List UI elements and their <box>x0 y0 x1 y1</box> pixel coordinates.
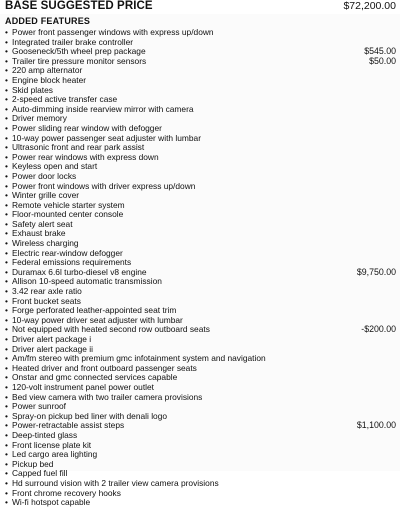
bullet-icon: • <box>5 94 8 105</box>
feature-name: Hd surround vision with 2 trailer view camera provisions <box>12 477 219 488</box>
bullet-icon: • <box>5 74 8 85</box>
feature-name: 10-way power passenger seat adjuster with lumbar <box>12 132 201 143</box>
bullet-icon: • <box>5 449 8 460</box>
feature-item <box>0 479 400 489</box>
feature-item <box>0 450 400 460</box>
feature-name: 3.42 rear axle ratio <box>12 286 82 297</box>
feature-name: Safety alert seat <box>12 218 73 229</box>
bullet-icon: • <box>5 257 8 268</box>
bullet-icon: • <box>5 247 8 258</box>
base-price-row <box>0 0 400 14</box>
feature-name: Auto-dimming inside rearview mirror with camera <box>12 103 194 114</box>
bullet-icon: • <box>5 46 8 57</box>
feature-name: Capped fuel fill <box>12 468 68 479</box>
bullet-icon: • <box>5 276 8 287</box>
feature-price: -$200.00 <box>361 324 396 335</box>
feature-item <box>0 489 400 499</box>
base-price-value: $72,200.00 <box>343 0 396 12</box>
feature-name: Driver memory <box>12 113 67 124</box>
feature-name: Power front windows with driver express up/down <box>12 180 196 191</box>
added-features-heading: ADDED FEATURES <box>5 16 91 26</box>
feature-name: Floor-mounted center console <box>12 209 124 220</box>
bullet-icon: • <box>5 458 8 469</box>
feature-name: Front chrome recovery hooks <box>12 487 121 498</box>
feature-price: $50.00 <box>369 55 396 66</box>
feature-item <box>0 498 400 508</box>
feature-name: Ultrasonic front and rear park assist <box>12 142 145 153</box>
feature-name: Duramax 6.6l turbo-diesel v8 engine <box>12 266 147 277</box>
bullet-icon: • <box>5 477 8 488</box>
bullet-icon: • <box>5 391 8 402</box>
bullet-icon: • <box>5 238 8 249</box>
feature-name: Am/fm stereo with premium gmc infotainment system and navigation <box>12 353 266 364</box>
bullet-icon: • <box>5 132 8 143</box>
bullet-icon: • <box>5 401 8 412</box>
feature-name: Power door locks <box>12 170 77 181</box>
feature-name: Forge perforated leather-appointed seat trim <box>12 305 177 316</box>
feature-price: $545.00 <box>364 46 396 57</box>
feature-name: Electric rear-window defogger <box>12 247 123 258</box>
bullet-icon: • <box>5 27 8 37</box>
feature-name: Pickup bed <box>12 458 54 469</box>
feature-name: Gooseneck/5th wheel prep package <box>12 46 146 57</box>
bullet-icon: • <box>5 142 8 153</box>
bullet-icon: • <box>5 286 8 297</box>
bullet-icon: • <box>5 36 8 47</box>
bullet-icon: • <box>5 84 8 95</box>
feature-name: Power sunroof <box>12 401 66 412</box>
feature-name: 120-volt instrument panel power outlet <box>12 381 154 392</box>
feature-name: 10-way power driver seat adjuster with lumbar <box>12 314 183 325</box>
bullet-icon: • <box>5 343 8 354</box>
bullet-icon: • <box>5 161 8 172</box>
feature-name: Integrated trailer brake controller <box>12 36 134 47</box>
bullet-icon: • <box>5 209 8 220</box>
bullet-icon: • <box>5 190 8 201</box>
feature-name: Wi-fi hotspot capable <box>12 497 91 508</box>
bullet-icon: • <box>5 113 8 124</box>
bullet-icon: • <box>5 266 8 277</box>
feature-name: Onstar and gmc connected services capable <box>12 372 178 383</box>
bullet-icon: • <box>5 122 8 133</box>
bullet-icon: • <box>5 420 8 431</box>
bullet-icon: • <box>5 228 8 239</box>
feature-name: Driver alert package i <box>12 334 92 344</box>
feature-price: $1,100.00 <box>356 420 396 431</box>
feature-name: Engine block heater <box>12 74 87 85</box>
bullet-icon: • <box>5 55 8 66</box>
base-price-label: BASE SUGGESTED PRICE <box>5 0 153 12</box>
added-features-section <box>0 14 400 508</box>
feature-name: Front bucket seats <box>12 295 81 306</box>
bullet-icon: • <box>5 439 8 450</box>
feature-name: Winter grille cover <box>12 190 80 201</box>
bullet-icon: • <box>5 410 8 421</box>
bullet-icon: • <box>5 151 8 162</box>
feature-name: Power-retractable assist steps <box>12 420 125 431</box>
bullet-icon: • <box>5 381 8 392</box>
feature-list <box>0 28 400 508</box>
feature-name: Skid plates <box>12 84 53 95</box>
feature-name: Bed view camera with two trailer camera provisions <box>12 391 203 402</box>
feature-name: Power front passenger windows with express up/down <box>12 27 214 37</box>
bullet-icon: • <box>5 218 8 229</box>
feature-name: Led cargo area lighting <box>12 449 98 460</box>
bullet-icon: • <box>5 487 8 498</box>
feature-name: Power sliding rear window with defogger <box>12 122 162 133</box>
feature-name: 2-speed active transfer case <box>12 94 118 105</box>
bullet-icon: • <box>5 295 8 306</box>
bullet-icon: • <box>5 497 8 508</box>
feature-name: Wireless charging <box>12 238 79 249</box>
feature-name: Power rear windows with express down <box>12 151 159 162</box>
bullet-icon: • <box>5 468 8 479</box>
feature-name: Spray-on pickup bed liner with denali logo <box>12 410 168 421</box>
feature-name: Allison 10-speed automatic transmission <box>12 276 162 287</box>
bullet-icon: • <box>5 305 8 316</box>
feature-name: Deep-tinted glass <box>12 429 78 440</box>
feature-name: Heated driver and front outboard passenger seats <box>12 362 197 373</box>
feature-name: Remote vehicle starter system <box>12 199 125 210</box>
bullet-icon: • <box>5 199 8 210</box>
feature-name: Front license plate kit <box>12 439 92 450</box>
bullet-icon: • <box>5 429 8 440</box>
feature-name: Exhaust brake <box>12 228 66 239</box>
feature-name: Not equipped with heated second row outboard seats <box>12 324 210 335</box>
bullet-icon: • <box>5 314 8 325</box>
bullet-icon: • <box>5 353 8 364</box>
feature-price: $9,750.00 <box>356 266 396 277</box>
bullet-icon: • <box>5 180 8 191</box>
feature-name: 220 amp alternator <box>12 65 83 76</box>
bullet-icon: • <box>5 362 8 373</box>
bullet-icon: • <box>5 65 8 76</box>
feature-name: Driver alert package ii <box>12 343 93 354</box>
bullet-icon: • <box>5 170 8 181</box>
bullet-icon: • <box>5 324 8 335</box>
bullet-icon: • <box>5 372 8 383</box>
feature-name: Keyless open and start <box>12 161 98 172</box>
bullet-icon: • <box>5 103 8 114</box>
feature-name: Trailer tire pressure monitor sensors <box>12 55 147 66</box>
feature-item <box>0 76 400 86</box>
feature-name: Federal emissions requirements <box>12 257 132 268</box>
bullet-icon: • <box>5 334 8 344</box>
